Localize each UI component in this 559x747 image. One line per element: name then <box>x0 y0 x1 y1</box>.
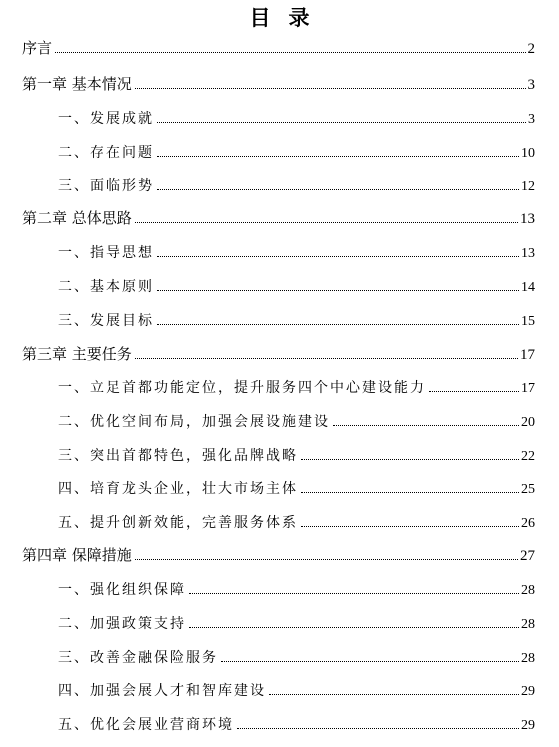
toc-entry-label: 三、改善金融保险服务 <box>58 650 218 666</box>
toc-page-number: 27 <box>520 548 535 564</box>
toc-section-entry[interactable] <box>0 375 559 397</box>
toc-entry-label: 一、指导思想 <box>58 245 154 261</box>
toc-page-number: 14 <box>521 280 535 295</box>
toc-page-number: 20 <box>521 415 535 430</box>
toc-entry-label: 三、发展目标 <box>58 313 154 329</box>
toc-leader-dots <box>135 357 518 359</box>
toc-chapter-entry[interactable] <box>0 72 559 94</box>
toc-leader-dots <box>157 121 526 123</box>
toc-page-number: 15 <box>521 314 535 329</box>
toc-leader-dots <box>301 491 519 493</box>
toc-entry-label: 二、存在问题 <box>58 145 154 161</box>
toc-leader-dots <box>333 424 519 426</box>
toc-entry-label: 第四章 保障措施 <box>22 546 132 564</box>
toc-page-number: 2 <box>527 41 535 57</box>
toc-section-entry[interactable] <box>0 274 559 296</box>
toc-page-number: 29 <box>521 718 535 733</box>
toc-entry-label: 二、基本原则 <box>58 279 154 295</box>
toc-entry-label: 二、加强政策支持 <box>58 616 186 632</box>
toc-page-number: 13 <box>520 211 535 227</box>
toc-page-number: 29 <box>521 684 535 699</box>
toc-entry-label: 四、加强会展人才和智库建设 <box>58 683 266 699</box>
toc-page-number: 3 <box>528 112 535 127</box>
toc-leader-dots <box>55 51 525 53</box>
toc-page-number: 28 <box>521 651 535 666</box>
toc-entry-label: 一、发展成就 <box>58 111 154 127</box>
toc-section-entry[interactable] <box>0 308 559 330</box>
toc-page-number: 25 <box>521 482 535 497</box>
toc-page-number: 10 <box>521 146 535 161</box>
toc-section-entry[interactable] <box>0 577 559 599</box>
toc-entry-label: 五、优化会展业营商环境 <box>58 717 234 733</box>
toc-section-entry[interactable] <box>0 240 559 262</box>
toc-entry-label: 序言 <box>22 39 53 57</box>
toc-leader-dots <box>189 592 519 594</box>
toc-leader-dots <box>189 626 519 628</box>
toc-section-entry[interactable] <box>0 409 559 431</box>
toc-section-entry[interactable] <box>0 712 559 734</box>
toc-section-entry[interactable] <box>0 106 559 128</box>
toc-chapter-entry[interactable] <box>0 543 559 565</box>
toc-leader-dots <box>157 323 519 325</box>
toc-title: 目录 <box>249 6 328 30</box>
toc-page-number: 26 <box>521 516 535 531</box>
toc-leader-dots <box>301 458 519 460</box>
toc-page-number: 17 <box>521 381 535 396</box>
toc-section-entry[interactable] <box>0 443 559 465</box>
toc-entry-label: 一、立足首都功能定位，提升服务四个中心建设能力 <box>58 380 426 396</box>
toc-entry-label: 四、培育龙头企业，壮大市场主体 <box>58 481 298 497</box>
toc-leader-dots <box>301 525 519 527</box>
toc-chapter-entry[interactable] <box>0 206 559 228</box>
toc-section-entry[interactable] <box>0 173 559 195</box>
toc-page-number: 3 <box>527 77 535 93</box>
toc-leader-dots <box>157 255 519 257</box>
toc-section-entry[interactable] <box>0 678 559 700</box>
toc-leader-dots <box>157 155 519 157</box>
toc-section-entry[interactable] <box>0 140 559 162</box>
toc-entry-label: 第二章 总体思路 <box>22 209 132 227</box>
toc-leader-dots <box>237 727 519 729</box>
toc-leader-dots <box>269 693 519 695</box>
toc-leader-dots <box>135 221 518 223</box>
toc-section-entry[interactable] <box>0 611 559 633</box>
toc-entry-label: 三、突出首都特色，强化品牌战略 <box>58 448 298 464</box>
toc-leader-dots <box>429 390 519 392</box>
toc-page-number: 17 <box>520 347 535 363</box>
toc-entry-label: 五、提升创新效能，完善服务体系 <box>58 515 298 531</box>
toc-chapter-entry[interactable] <box>0 36 559 58</box>
toc-leader-dots <box>157 188 519 190</box>
toc-entry-label: 第三章 主要任务 <box>22 345 132 363</box>
toc-page-number: 28 <box>521 617 535 632</box>
toc-entry-label: 一、强化组织保障 <box>58 582 186 598</box>
toc-leader-dots <box>221 660 519 662</box>
toc-leader-dots <box>135 87 526 89</box>
toc-chapter-entry[interactable] <box>0 342 559 364</box>
toc-section-entry[interactable] <box>0 476 559 498</box>
toc-section-entry[interactable] <box>0 645 559 667</box>
toc-page-number: 13 <box>521 246 535 261</box>
toc-page-number: 12 <box>521 179 535 194</box>
toc-entry-label: 第一章 基本情况 <box>22 75 132 93</box>
toc-page-number: 22 <box>521 449 535 464</box>
toc-entry-label: 三、面临形势 <box>58 178 154 194</box>
toc-page-number: 28 <box>521 583 535 598</box>
toc-leader-dots <box>157 289 519 291</box>
toc-section-entry[interactable] <box>0 510 559 532</box>
toc-entry-label: 二、优化空间布局，加强会展设施建设 <box>58 414 330 430</box>
toc-leader-dots <box>135 558 518 560</box>
